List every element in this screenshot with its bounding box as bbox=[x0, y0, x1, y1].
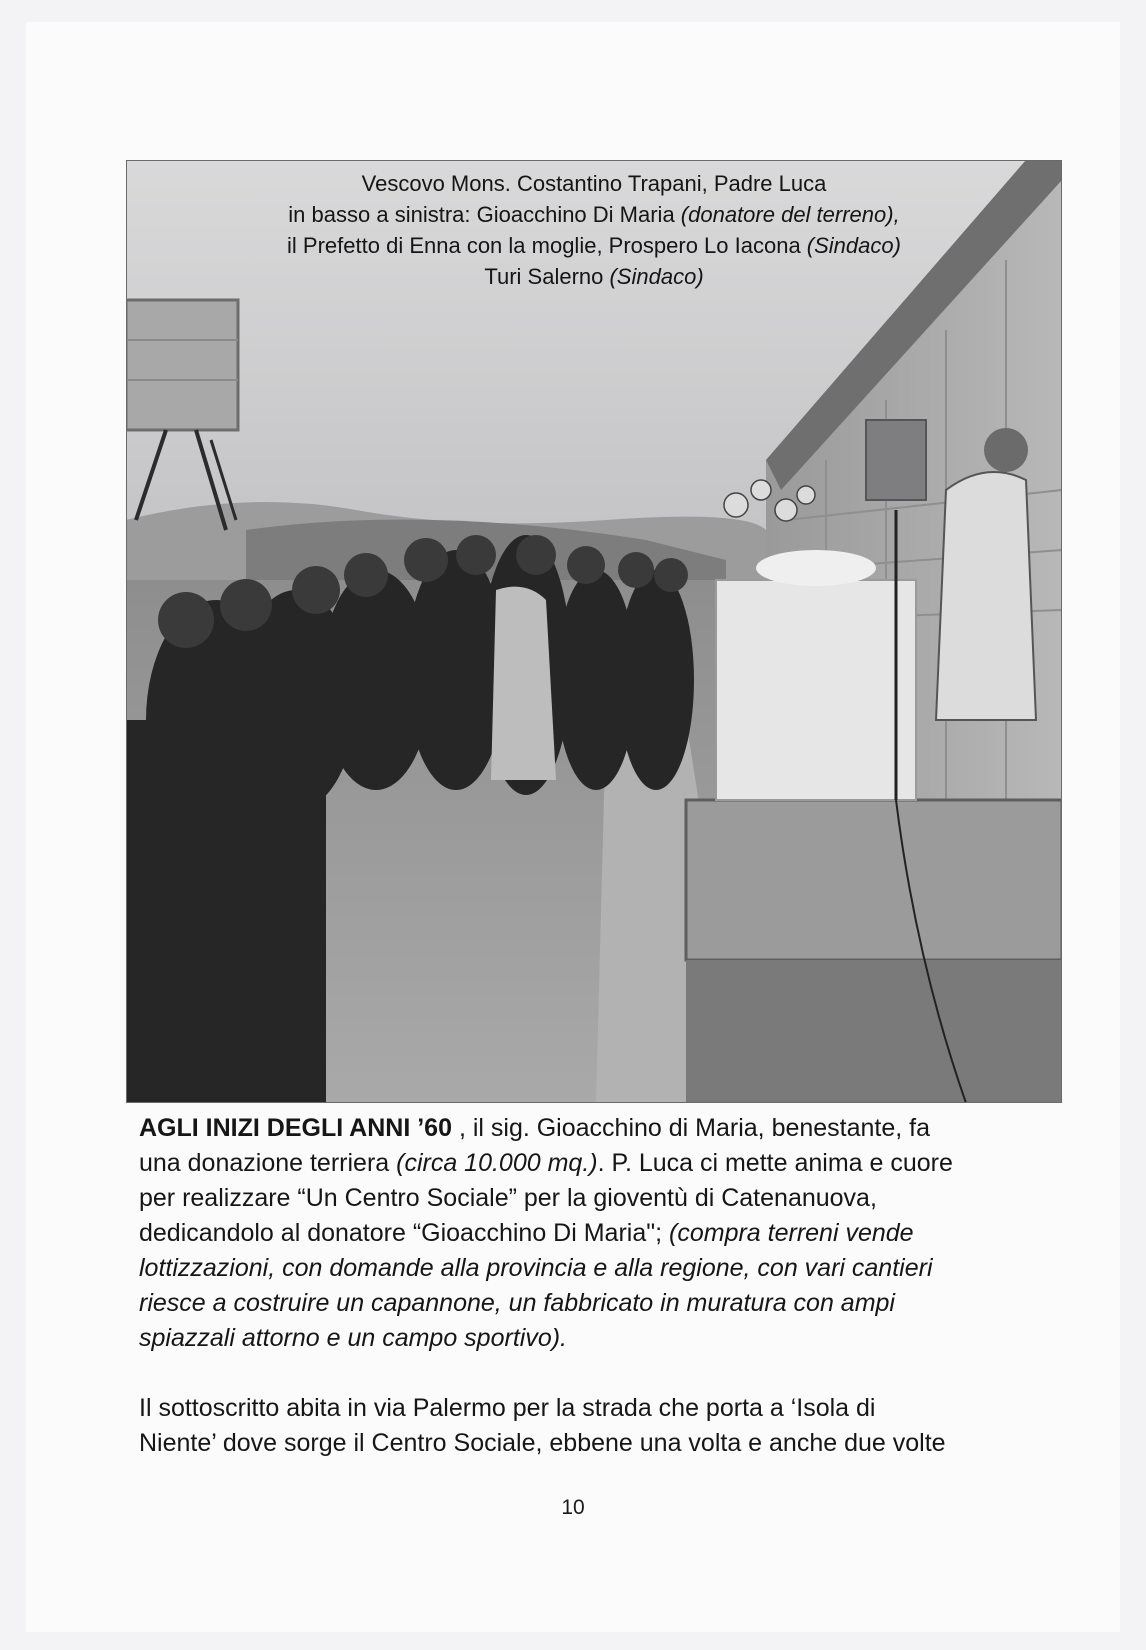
paragraph-2 bbox=[139, 1391, 1051, 1461]
paragraph-1-line-5: lottizzazioni, con domande alla provincia e alla regione, con vari cantieri bbox=[139, 1254, 933, 1282]
section-heading: AGLI INIZI DEGLI ANNI ’60 bbox=[139, 1114, 452, 1142]
caption-line-3: il Prefetto di Enna con la moglie, Prospero Lo Iacona (Sindaco) bbox=[287, 233, 901, 258]
paragraph-1 bbox=[139, 1111, 1051, 1356]
paragraph-1-line-6: riesce a costruire un capannone, un fabbricato in muratura con ampi bbox=[139, 1289, 895, 1317]
paragraph-1-line-4: dedicandolo al donatore “Gioacchino Di Maria"; (compra terreni vende bbox=[139, 1219, 914, 1247]
photo-caption bbox=[126, 168, 1062, 292]
photo-illustration bbox=[126, 160, 1062, 1103]
paragraph-1-line-2: una donazione terriera (circa 10.000 mq.). P. Luca ci mette anima e cuore bbox=[139, 1149, 953, 1177]
body-text bbox=[139, 1111, 1051, 1461]
paragraph-2-line-2: Niente’ dove sorge il Centro Sociale, ebbene una volta e anche due volte bbox=[139, 1429, 946, 1457]
paragraph-2-line-1: Il sottoscritto abita in via Palermo per la strada che porta a ‘Isola di bbox=[139, 1394, 876, 1422]
historical-photograph bbox=[126, 160, 1062, 1103]
caption-line-4: Turi Salerno (Sindaco) bbox=[484, 264, 704, 289]
paragraph-1-line-1: AGLI INIZI DEGLI ANNI ’60 , il sig. Gioacchino di Maria, benestante, fa bbox=[139, 1114, 931, 1142]
caption-line-1: Vescovo Mons. Costantino Trapani, Padre Luca bbox=[361, 171, 827, 196]
paragraph-1-line-3: per realizzare “Un Centro Sociale” per la gioventù di Catenanuova, bbox=[139, 1184, 877, 1212]
paragraph-1-line-7: spiazzali attorno e un campo sportivo). bbox=[139, 1324, 567, 1352]
caption-line-2: in basso a sinistra: Gioacchino Di Maria (donatore del terreno), bbox=[288, 202, 900, 227]
page-number: 10 bbox=[561, 1496, 585, 1519]
